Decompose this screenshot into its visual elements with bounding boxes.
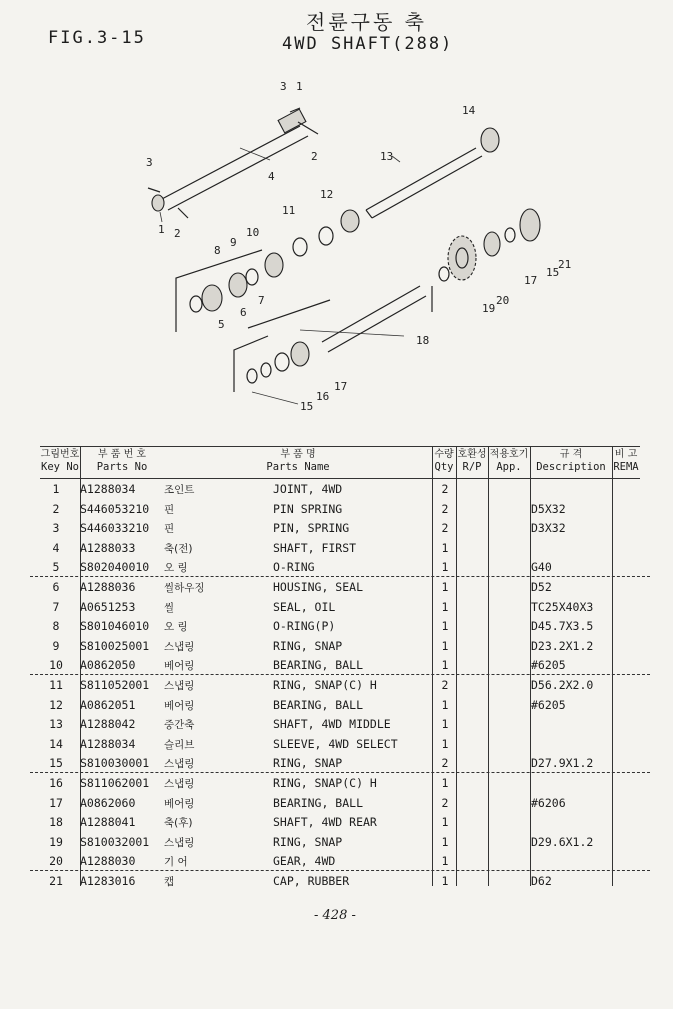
table-row xyxy=(40,598,640,618)
row-korean-name: 씰 xyxy=(164,601,175,614)
row-korean-name: 베어링 xyxy=(164,699,195,712)
row-description: D23.2X1.2 xyxy=(531,638,594,653)
row-qty: 1 xyxy=(441,776,449,790)
row-qty: 2 xyxy=(441,756,449,771)
header-description: 규 격 Description xyxy=(536,449,606,473)
row-part-name: RING, SNAP(C) H xyxy=(273,776,377,790)
row-part-number: A1288034 xyxy=(80,482,136,496)
callout-16: 16 xyxy=(316,390,330,403)
row-part-number: A1288041 xyxy=(80,815,136,830)
row-description: D3X32 xyxy=(531,521,566,536)
row-qty: 2 xyxy=(441,678,449,692)
row-key: 17 xyxy=(49,795,63,810)
row-qty: 2 xyxy=(441,795,449,810)
row-key: 11 xyxy=(49,678,63,692)
table-row xyxy=(40,617,640,637)
row-qty: 1 xyxy=(441,580,449,594)
gear-part xyxy=(432,209,540,312)
row-part-name: HOUSING, SEAL xyxy=(273,580,364,594)
row-korean-name: 슬리브 xyxy=(164,738,195,751)
callout-3-top: 3 xyxy=(280,80,287,93)
row-qty: 1 xyxy=(441,736,449,751)
table-row xyxy=(40,715,640,735)
exploded-parts-diagram xyxy=(0,60,673,440)
row-key: 15 xyxy=(49,756,63,771)
row-key: 10 xyxy=(49,658,63,673)
callout-5: 5 xyxy=(218,318,225,331)
row-korean-name: 오 링 xyxy=(164,562,188,575)
row-qty: 1 xyxy=(441,540,449,555)
table-row xyxy=(40,696,640,716)
row-korean-name: 베어링 xyxy=(164,797,195,810)
row-key: 1 xyxy=(52,482,60,496)
callout-2-left: 2 xyxy=(174,227,181,240)
row-korean-name: 축(후) xyxy=(164,817,193,830)
table-row xyxy=(40,833,640,853)
row-part-number: S446033210 xyxy=(80,521,150,536)
callout-1-top: 1 xyxy=(296,80,303,93)
row-description: D52 xyxy=(531,580,552,594)
row-korean-name: 축(전) xyxy=(164,542,193,555)
row-part-name: RING, SNAP xyxy=(273,638,343,653)
row-description: D62 xyxy=(531,874,552,888)
row-part-number: S446053210 xyxy=(80,501,150,516)
row-korean-name: 핀 xyxy=(164,503,175,516)
callout-3-left: 3 xyxy=(146,156,153,169)
callout-17-right: 17 xyxy=(524,274,538,287)
row-description: D56.2X2.0 xyxy=(531,678,594,692)
page-number: - 428 - xyxy=(314,908,356,923)
row-korean-name: 스냅링 xyxy=(164,758,195,771)
callout-19: 19 xyxy=(482,302,496,315)
callout-18: 18 xyxy=(416,334,430,347)
callout-15-bottom: 15 xyxy=(300,400,314,413)
row-korean-name: 스냅링 xyxy=(164,778,195,790)
row-description: D45.7X3.5 xyxy=(531,619,594,634)
row-part-name: SLEEVE, 4WD SELECT xyxy=(273,736,398,751)
row-part-number: A1288042 xyxy=(80,717,136,732)
row-part-number: S811052001 xyxy=(80,678,150,692)
middle-shaft-part xyxy=(341,128,499,232)
row-part-number: A1283016 xyxy=(80,874,136,888)
table-row xyxy=(40,637,640,657)
callout-10: 10 xyxy=(246,226,260,239)
row-key: 3 xyxy=(52,521,60,536)
callout-20: 20 xyxy=(496,294,510,307)
row-key: 20 xyxy=(49,854,63,869)
table-row xyxy=(40,519,640,539)
row-part-name: O-RING(P) xyxy=(273,619,336,634)
row-part-name: JOINT, 4WD xyxy=(273,482,343,496)
row-part-number: S810032001 xyxy=(80,834,150,849)
row-qty: 1 xyxy=(441,815,449,830)
callout-labels xyxy=(146,80,571,413)
row-key: 6 xyxy=(52,580,60,594)
callout-11: 11 xyxy=(282,204,296,217)
row-korean-name: 오 링 xyxy=(164,621,188,634)
row-part-name: O-RING xyxy=(273,560,315,575)
row-part-number: S810030001 xyxy=(80,756,150,771)
callout-8: 8 xyxy=(214,244,221,257)
row-part-number: A1288033 xyxy=(80,540,136,555)
row-qty: 1 xyxy=(441,658,449,673)
row-description: #6206 xyxy=(531,795,566,810)
row-key: 14 xyxy=(49,736,63,751)
row-key: 9 xyxy=(52,638,60,653)
callout-4: 4 xyxy=(268,170,275,183)
table-row xyxy=(40,794,640,814)
row-korean-name: 중간축 xyxy=(164,719,195,732)
row-qty: 2 xyxy=(441,521,449,536)
table-row xyxy=(40,578,640,598)
row-korean-name: 씰하우징 xyxy=(164,582,205,594)
header-remarks: 비 고 REMA xyxy=(613,449,639,473)
row-qty: 1 xyxy=(441,697,449,712)
row-key: 12 xyxy=(49,697,63,712)
snap-rings-11 xyxy=(293,227,333,256)
row-qty: 1 xyxy=(441,854,449,869)
row-qty: 1 xyxy=(441,599,449,614)
row-description: #6205 xyxy=(531,658,566,673)
row-qty: 1 xyxy=(441,834,449,849)
row-key: 16 xyxy=(49,776,63,790)
row-korean-name: 기 어 xyxy=(164,856,188,869)
row-part-name: BEARING, BALL xyxy=(273,795,364,810)
row-part-name: SHAFT, 4WD MIDDLE xyxy=(273,717,391,732)
row-korean-name: 핀 xyxy=(164,523,175,536)
row-key: 7 xyxy=(52,599,60,614)
table-row xyxy=(40,480,640,500)
row-key: 19 xyxy=(49,834,63,849)
row-key: 18 xyxy=(49,815,63,830)
row-key: 4 xyxy=(52,540,60,555)
table-row xyxy=(40,774,640,794)
callout-2-top: 2 xyxy=(311,150,318,163)
row-part-number: A0862051 xyxy=(80,697,136,712)
row-korean-name: 스냅링 xyxy=(164,836,195,849)
group-divider xyxy=(30,674,650,675)
row-part-name: RING, SNAP(C) H xyxy=(273,678,377,692)
row-key: 13 xyxy=(49,717,63,732)
table-row xyxy=(40,813,640,833)
leader-lines xyxy=(160,148,404,404)
row-part-number: S801046010 xyxy=(80,619,150,634)
table-row xyxy=(40,676,640,696)
row-description: D27.9X1.2 xyxy=(531,756,594,771)
row-qty: 1 xyxy=(441,717,449,732)
row-part-name: SEAL, OIL xyxy=(273,599,336,614)
group-divider xyxy=(30,772,650,773)
callout-6: 6 xyxy=(240,306,247,319)
row-part-number: A1288036 xyxy=(80,580,136,594)
row-korean-name: 스냅링 xyxy=(164,680,195,692)
row-description: D29.6X1.2 xyxy=(531,834,594,849)
table-row xyxy=(40,872,640,892)
row-part-name: RING, SNAP xyxy=(273,834,343,849)
row-key: 5 xyxy=(52,560,60,575)
front-shaft-part xyxy=(148,108,318,218)
callout-14: 14 xyxy=(462,104,476,117)
header-app: 적용호기 App. xyxy=(489,449,529,473)
group-divider xyxy=(30,870,650,871)
callout-13: 13 xyxy=(380,150,394,163)
callout-7: 7 xyxy=(258,294,265,307)
row-part-name: PIN, SPRING xyxy=(273,521,350,536)
row-korean-name: 베어링 xyxy=(164,660,195,673)
row-part-name: BEARING, BALL xyxy=(273,658,364,673)
row-korean-name: 스냅링 xyxy=(164,640,195,653)
row-part-name: SHAFT, 4WD REAR xyxy=(273,815,377,830)
row-part-number: A0651253 xyxy=(80,599,136,614)
group-divider xyxy=(30,576,650,577)
callout-9: 9 xyxy=(230,236,237,249)
row-description: #6205 xyxy=(531,697,566,712)
header-key: 그림번호 Key No xyxy=(40,449,80,473)
row-part-number: A0862050 xyxy=(80,658,136,673)
row-part-number: A1288030 xyxy=(80,854,136,869)
row-korean-name: 조인트 xyxy=(164,484,195,496)
row-part-number: S811062001 xyxy=(80,776,150,790)
callout-12: 12 xyxy=(320,188,334,201)
figure-number: FIG.3-15 xyxy=(48,28,146,48)
row-qty: 1 xyxy=(441,560,449,575)
row-description: TC25X40X3 xyxy=(531,599,594,614)
row-part-number: S802040010 xyxy=(80,560,150,575)
callout-15-right: 15 xyxy=(546,266,560,279)
row-part-number: A0862060 xyxy=(80,795,136,810)
callout-1-left: 1 xyxy=(158,223,165,236)
header-qty: 수량 Qty xyxy=(434,449,454,473)
row-description: G40 xyxy=(531,560,552,575)
row-korean-name: 캡 xyxy=(164,876,175,888)
row-part-name: SHAFT, FIRST xyxy=(273,540,357,555)
row-description: D5X32 xyxy=(531,501,566,516)
title-english: 4WD SHAFT(288) xyxy=(282,34,454,54)
row-part-name: BEARING, BALL xyxy=(273,697,364,712)
row-qty: 1 xyxy=(441,619,449,634)
callout-21: 21 xyxy=(558,258,572,271)
table-row xyxy=(40,539,640,559)
table-row xyxy=(40,500,640,520)
header-rp: 호환성 R/P xyxy=(457,449,487,473)
table-row xyxy=(40,735,640,755)
row-qty: 2 xyxy=(441,482,449,496)
row-key: 2 xyxy=(52,501,60,516)
callout-17-bottom: 17 xyxy=(334,380,348,393)
row-qty: 1 xyxy=(441,874,449,888)
header-parts-name: 부 품 명 Parts Name xyxy=(266,449,330,473)
title-korean: 전륜구동 축 xyxy=(306,10,427,34)
row-part-number: A1288034 xyxy=(80,736,136,751)
row-part-name: CAP, RUBBER xyxy=(273,874,350,888)
row-key: 8 xyxy=(52,619,60,634)
row-part-name: GEAR, 4WD xyxy=(273,854,336,869)
row-part-name: RING, SNAP xyxy=(273,756,343,771)
row-qty: 2 xyxy=(441,501,449,516)
seal-housing-group xyxy=(176,250,330,332)
row-part-number: S810025001 xyxy=(80,638,150,653)
row-qty: 1 xyxy=(441,638,449,653)
row-part-name: PIN SPRING xyxy=(273,501,343,516)
row-key: 21 xyxy=(49,874,63,888)
header-parts-no: 부 품 번 호 Parts No xyxy=(96,449,148,473)
